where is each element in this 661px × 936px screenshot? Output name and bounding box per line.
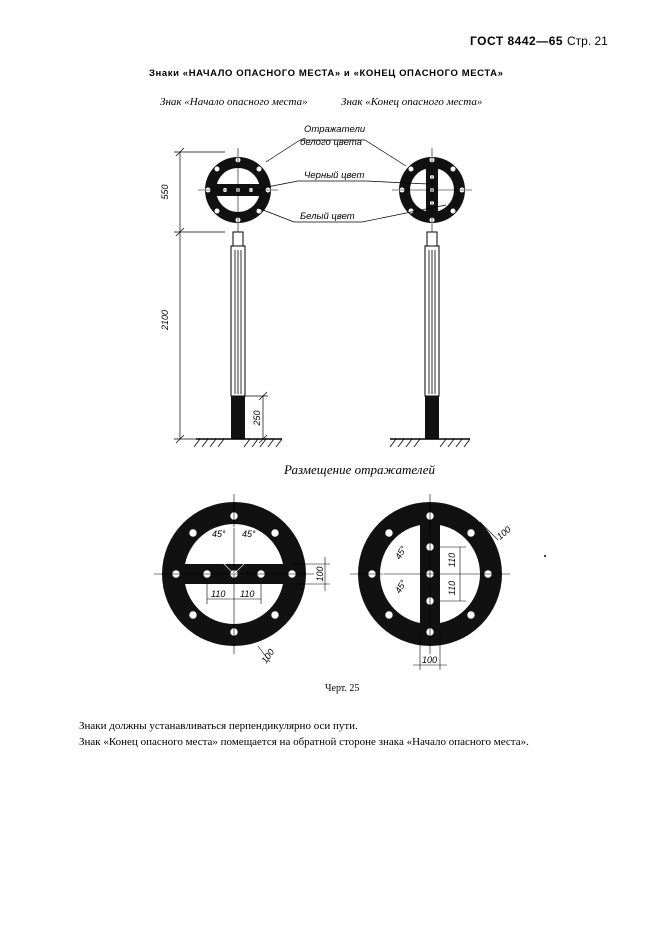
- dim-post-height: 2100: [160, 309, 170, 331]
- callout-reflectors-color: белого цвета: [300, 137, 362, 148]
- dim-offset-right: 110: [240, 589, 255, 599]
- standard-number: ГОСТ 8442—65: [470, 34, 564, 48]
- callout-black: Черный цвет: [304, 170, 365, 181]
- paragraph-2: Знак «Конец опасного места» помещается на обратной стороне знака «Начало опасного места».: [79, 736, 529, 748]
- dim-ring-width-end: 100: [494, 524, 513, 542]
- page-title: Знаки «НАЧАЛО ОПАСНОГО МЕСТА» и «КОНЕЦ ОПАСНОГО МЕСТА»: [149, 68, 504, 79]
- section-title: Размещение отражателей: [284, 462, 436, 477]
- dim-base-height: 250: [252, 410, 262, 426]
- dim-offset-lower: 110: [447, 580, 457, 596]
- start-sign-reflector-layout: [154, 494, 330, 662]
- dim-sign-height: 550: [160, 184, 170, 200]
- dim-offset-left: 110: [211, 589, 226, 599]
- figure-caption: Черт. 25: [325, 683, 360, 694]
- scan-dot: [544, 555, 546, 557]
- start-sign-elevation: [194, 148, 282, 447]
- end-sign-reflector-layout: [350, 494, 510, 670]
- end-sign-elevation: [390, 148, 472, 447]
- callout-reflectors: Отражатели: [304, 124, 366, 135]
- callout-white: Белый цвет: [300, 211, 355, 222]
- dim-bar-width: 100: [315, 566, 325, 582]
- dim-offset-upper: 110: [447, 552, 457, 568]
- dim-angle-upper: 45°: [393, 544, 409, 561]
- paragraph-1: Знаки должны устанавливаться перпендикулярно оси пути.: [79, 720, 358, 732]
- dim-angle-right: 45°: [242, 529, 256, 539]
- page-number: Стр. 21: [567, 34, 608, 48]
- dim-ring-width: 100: [259, 647, 277, 666]
- subtitle-start-sign: Знак «Начало опасного места»: [160, 96, 308, 108]
- dim-angle-left: 45°: [212, 529, 226, 539]
- dim-bar-width-end: 100: [422, 655, 438, 665]
- dim-angle-lower: 45°: [393, 578, 409, 595]
- subtitle-end-sign: Знак «Конец опасного места»: [341, 96, 483, 108]
